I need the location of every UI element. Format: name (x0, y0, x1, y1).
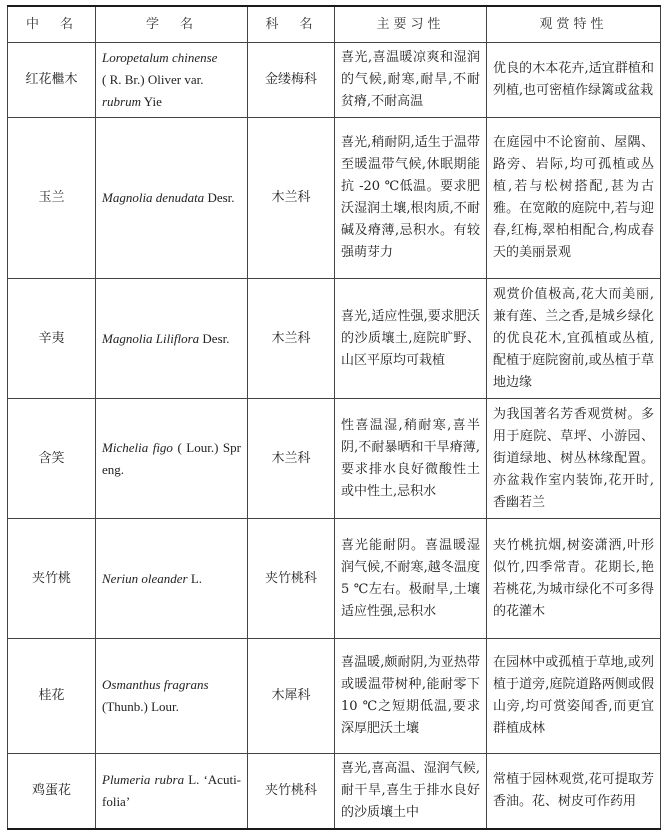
table-row (8, 118, 661, 279)
scientific-name-author: ( R. Br.) Oliver var. (102, 72, 204, 87)
scientific-name-cell (96, 754, 248, 830)
family-cell: 木兰科 (248, 118, 335, 279)
scientific-name-author: ( Lour.) Spreng. (102, 439, 241, 477)
ornamental-cell: 为我国著名芳香观赏树。多用于庭院、草坪、小游园、街道绿地、树丛林缘配置。亦盆栽作室内装饰,花开时,香幽若兰 (487, 399, 661, 519)
header-chinese-name: 中 名 (8, 6, 96, 43)
chinese-name-cell: 辛夷 (8, 279, 96, 399)
plant-characteristics-table (7, 5, 661, 830)
scientific-name-italic: Neriun oleander (102, 570, 188, 586)
ornamental-cell: 优良的木本花卉,适宜群植和列植,也可密植作绿篱或盆栽 (487, 43, 661, 118)
family-cell: 夹竹桃科 (248, 519, 335, 639)
table-row (8, 399, 661, 519)
ornamental-cell: 在园林中或孤植于草地,或列植于道旁,庭院道路两侧或假山旁,均可赏姿闻香,而更宜群植成林 (487, 639, 661, 754)
header-main-habits: 主要习性 (335, 6, 487, 43)
family-cell: 木兰科 (248, 279, 335, 399)
family-cell: 夹竹桃科 (248, 754, 335, 830)
habit-cell: 性喜温湿,稍耐寒,喜半阴,不耐暴晒和干旱瘠薄,要求排水良好微酸性土或中性土,忌积水 (335, 399, 487, 519)
habit-cell: 喜光能耐阴。喜温暖湿润气候,不耐寒,越冬温度 5 ℃左右。极耐旱,土壤适应性强,忌积水 (335, 519, 487, 639)
table-row (8, 519, 661, 639)
scientific-name-author: L. ‘Acuti-folia’ (102, 772, 242, 809)
table-row (8, 639, 661, 754)
habit-cell: 喜光,适应性强,要求肥沃的沙质壤土,庭院旷野、山区平原均可栽植 (335, 279, 487, 399)
chinese-name-cell: 玉兰 (8, 118, 96, 279)
scientific-name-cell (96, 399, 248, 519)
chinese-name-cell: 夹竹桃 (8, 519, 96, 639)
scientific-name-author: (Thunb.) Lour. (102, 699, 179, 714)
chinese-name-cell: 含笑 (8, 399, 96, 519)
scientific-name-cell (96, 639, 248, 754)
chinese-name-cell: 桂花 (8, 639, 96, 754)
scientific-name-italic: Plumeria rubra (102, 772, 185, 787)
ornamental-cell: 常植于园林观赏,花可提取芳香油。花、树皮可作药用 (487, 754, 661, 830)
table-header-row (8, 6, 661, 43)
scientific-name-italic: Magnolia denudata (102, 190, 205, 205)
scientific-name-italic: Magnolia Liliflora (102, 330, 200, 346)
scientific-name-author: Desr. (207, 190, 235, 205)
table-row (8, 754, 661, 830)
habit-cell: 喜光,喜温暖凉爽和湿润的气候,耐寒,耐旱,不耐贫瘠,不耐高温 (335, 43, 487, 118)
scientific-name-variety-author: Yie (143, 94, 162, 109)
header-ornamental-traits: 观赏特性 (487, 6, 661, 43)
family-cell: 木兰科 (248, 399, 335, 519)
scientific-name-italic: Michelia figo (102, 439, 173, 455)
chinese-name-cell: 红花檵木 (8, 43, 96, 118)
family-cell: 木犀科 (248, 639, 335, 754)
scientific-name-cell (96, 519, 248, 639)
habit-cell: 喜温暖,颇耐阴,为亚热带或暖温带树种,能耐零下 10 ℃之短期低温,要求深厚肥沃土壤 (335, 639, 487, 754)
chinese-name-cell: 鸡蛋花 (8, 754, 96, 830)
scientific-name-author: L. (190, 570, 203, 586)
scientific-name-cell (96, 279, 248, 399)
table-row (8, 279, 661, 399)
scientific-name-italic: Osmanthus fragrans (102, 677, 209, 692)
family-cell: 金缕梅科 (248, 43, 335, 118)
table-row (8, 43, 661, 118)
ornamental-cell: 在庭园中不论窗前、屋隅、路旁、岩际,均可孤植或丛植,若与松树搭配,甚为古雅。在宽敞的庭院中,若与迎春,红梅,翠柏相配合,构成春天的美丽景观 (487, 118, 661, 279)
habit-cell: 喜光,喜高温、湿润气候,耐干旱,喜生于排水良好的沙质壤土中 (335, 754, 487, 830)
scientific-name-cell (96, 43, 248, 118)
scientific-name-variety: rubrum (102, 94, 142, 109)
ornamental-cell: 夹竹桃抗烟,树姿潇洒,叶形似竹,四季常青。花期长,艳若桃花,为城市绿化不可多得的花灌木 (487, 519, 661, 639)
scientific-name-author: Desr. (202, 330, 230, 346)
scientific-name-cell (96, 118, 248, 279)
ornamental-cell: 观赏价值极高,花大而美丽,兼有莲、兰之香,是城乡绿化的优良花木,宜孤植或丛植,配植于庭院窗前,或丛植于草地边缘 (487, 279, 661, 399)
habit-cell: 喜光,稍耐阴,适生于温带至暖温带气候,休眠期能抗 -20 ℃低温。要求肥沃湿润土壤,根肉质,不耐碱及瘠薄,忌积水。有较强萌芽力 (335, 118, 487, 279)
header-family: 科 名 (248, 6, 335, 43)
scientific-name-italic: Loropetalum chinense (102, 50, 218, 65)
header-scientific-name: 学 名 (96, 6, 248, 43)
